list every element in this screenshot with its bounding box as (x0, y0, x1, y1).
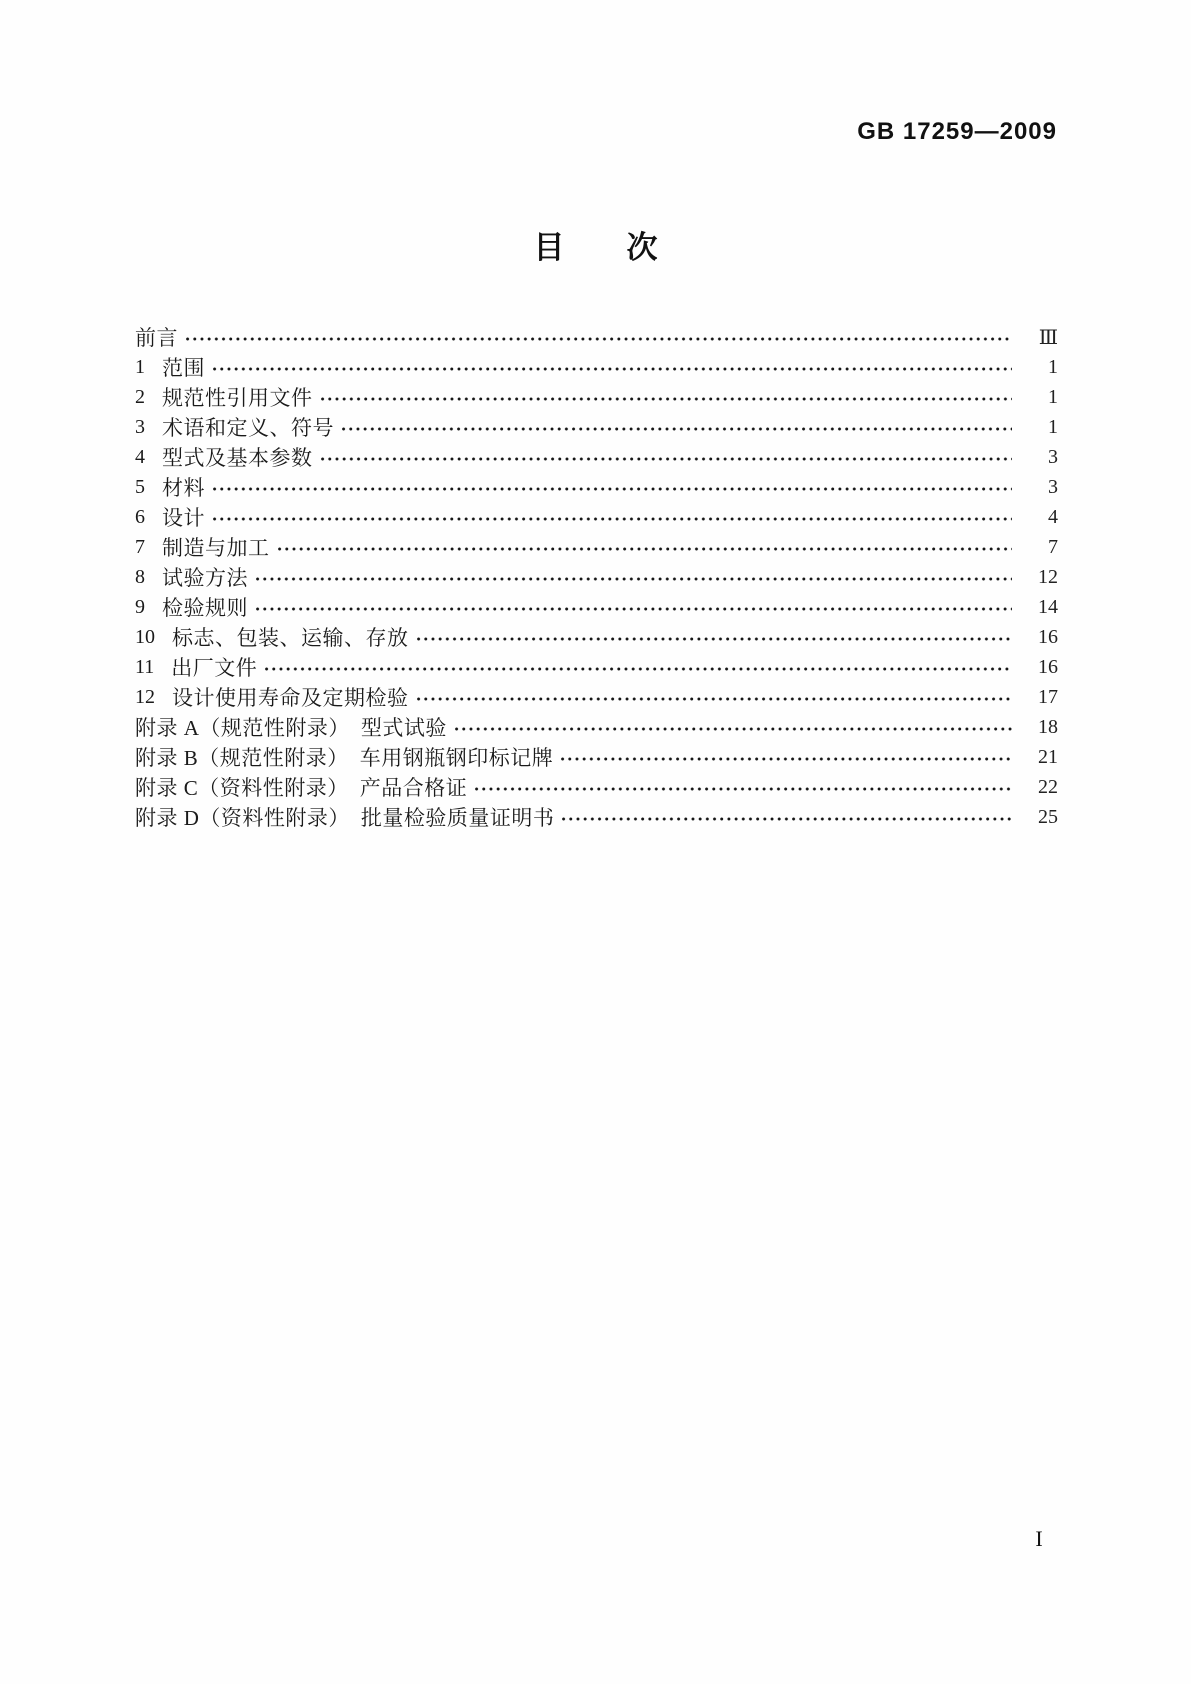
toc-entry-label: 型式及基本参数 (162, 446, 313, 470)
dot-leader-line (278, 546, 1013, 552)
toc-entry (135, 472, 1058, 502)
table-of-contents (135, 322, 1058, 832)
toc-entry-label: 规范性引用文件 (162, 386, 313, 410)
toc-entry-label: 附录 B（规范性附录） 车用钢瓶钢印标记牌 (135, 746, 554, 770)
toc-entry-page: 17 (1038, 685, 1058, 708)
toc-entry-label: 术语和定义、符号 (162, 416, 334, 440)
toc-entry (135, 412, 1058, 442)
toc-entry-page: 4 (1048, 505, 1058, 528)
dot-leader-line (321, 396, 1013, 402)
toc-entry (135, 442, 1058, 472)
dot-leader-line (561, 756, 1012, 762)
toc-entry-number: 10 (135, 625, 155, 648)
toc-entry (135, 352, 1058, 382)
toc-entry-page: 22 (1038, 775, 1058, 798)
dot-leader-line (256, 576, 1012, 582)
toc-entry-number: 2 (135, 385, 145, 408)
dot-leader-line (417, 636, 1013, 642)
toc-entry-label: 附录 C（资料性附录） 产品合格证 (135, 776, 468, 800)
dot-leader-line (562, 816, 1012, 822)
toc-entry-number: 4 (135, 445, 145, 468)
dot-leader-line (213, 516, 1012, 522)
toc-entry-number: 6 (135, 505, 145, 528)
dot-leader-line (213, 486, 1012, 492)
toc-entry-number: 1 (135, 355, 145, 378)
dot-leader-line (455, 726, 1012, 732)
toc-entry (135, 772, 1058, 802)
toc-entry (135, 592, 1058, 622)
dot-leader-line (265, 666, 1012, 672)
toc-entry-number: 11 (135, 655, 155, 678)
standard-code: GB 17259—2009 (857, 118, 1057, 145)
toc-entry (135, 532, 1058, 562)
toc-entry (135, 802, 1058, 832)
dot-leader-line (321, 456, 1013, 462)
toc-entry-page: 16 (1038, 655, 1058, 678)
toc-entry-label: 前言 (135, 326, 178, 350)
toc-entry-number: 9 (135, 595, 145, 618)
toc-entry-label: 附录 D（资料性附录） 批量检验质量证明书 (135, 806, 555, 830)
toc-entry-page: 7 (1048, 535, 1058, 558)
toc-entry (135, 712, 1058, 742)
toc-entry-page: 21 (1038, 745, 1058, 768)
toc-entry-label: 标志、包装、运输、存放 (172, 626, 409, 650)
dot-leader-line (342, 426, 1012, 432)
toc-entry-page: 1 (1048, 385, 1058, 408)
toc-entry (135, 562, 1058, 592)
toc-entry-label: 设计 (162, 506, 205, 530)
footer-page-number: I (1035, 1526, 1043, 1551)
toc-entry-number: 3 (135, 415, 145, 438)
toc-entry-page: 25 (1038, 805, 1058, 828)
toc-entry-page: 1 (1048, 355, 1058, 378)
toc-entry-number: 5 (135, 475, 145, 498)
toc-entry-page: 14 (1038, 595, 1058, 618)
toc-entry-page: 18 (1038, 715, 1058, 738)
toc-entry-label: 范围 (162, 356, 205, 380)
toc-entry-page: 12 (1038, 565, 1058, 588)
toc-entry-label: 出厂文件 (171, 656, 258, 680)
toc-entry (135, 682, 1058, 712)
toc-entry-number: 8 (135, 565, 145, 588)
toc-entry (135, 502, 1058, 532)
toc-entry-label: 附录 A（规范性附录） 型式试验 (135, 716, 447, 740)
toc-entry-page: 3 (1048, 475, 1058, 498)
toc-entry-number: 12 (135, 685, 155, 708)
toc-entry-label: 设计使用寿命及定期检验 (172, 686, 409, 710)
toc-entry-label: 材料 (162, 476, 205, 500)
dot-leader-line (213, 366, 1012, 372)
dot-leader-line (186, 336, 1012, 342)
toc-entry (135, 382, 1058, 412)
toc-entry (135, 322, 1058, 352)
toc-entry-page: 1 (1048, 415, 1058, 438)
toc-entry-number: 7 (135, 535, 145, 558)
toc-entry-label: 试验方法 (162, 566, 248, 590)
toc-entry (135, 652, 1058, 682)
toc-entry (135, 742, 1058, 772)
toc-entry-label: 制造与加工 (162, 536, 270, 560)
toc-entry (135, 622, 1058, 652)
page-title: 目 次 (533, 230, 658, 265)
toc-entry-label: 检验规则 (162, 596, 248, 620)
dot-leader-line (256, 606, 1012, 612)
toc-entry-page: 3 (1048, 445, 1058, 468)
toc-entry-page: 16 (1038, 625, 1058, 648)
dot-leader-line (475, 786, 1012, 792)
dot-leader-line (417, 696, 1013, 702)
toc-entry-page: Ⅲ (1038, 326, 1058, 349)
